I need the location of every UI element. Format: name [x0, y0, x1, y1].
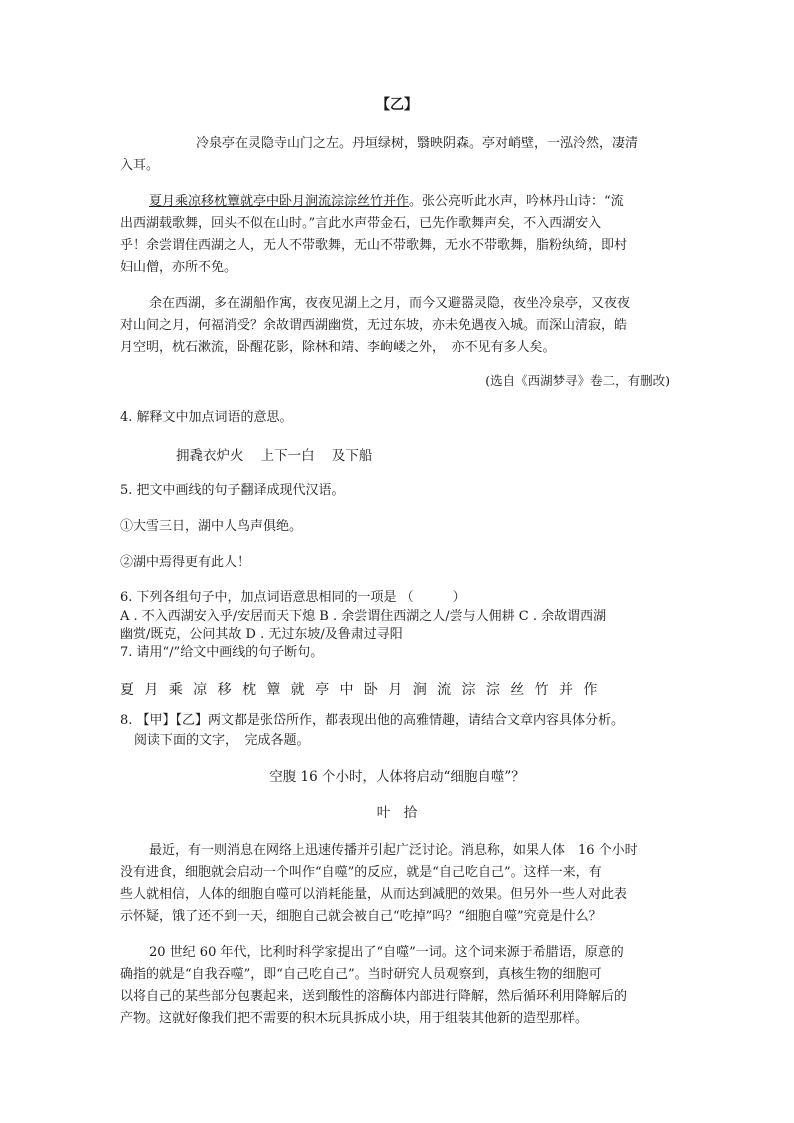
- question-4: 4. 解释文中加点词语的意思。: [120, 410, 293, 425]
- char: 夏: [120, 682, 134, 698]
- question-6-options-line-1: A . 不入西湖安入乎/安居而天下熄 B . 余尝谓住西湖之人/尝与人佣耕 C . 余故谓西湖: [120, 609, 607, 624]
- reading-instruction: 阅读下面的文字， 完成各题。: [134, 733, 310, 748]
- char: 亭: [315, 682, 330, 698]
- article-paragraph-2-line-2: 确指的就是“自我吞噬”，即“自己吃自己”。当时研究人员观察到，真核生物的细胞可: [120, 967, 602, 982]
- paragraph-1-line-1: 冷泉亭在灵隐寺山门之左。丹垣绿树，翳映阴森。亭对峭壁，一泓泠然，凄清: [196, 136, 639, 151]
- paragraph-3-line-1: 余在西湖，多在湖船作寓，夜夜见湖上之月，而今又避嚣灵隐，夜坐冷泉亭，又夜夜: [149, 296, 631, 311]
- char: 中: [339, 682, 354, 698]
- section-heading-yi: 【乙】: [376, 97, 418, 113]
- paragraph-3-line-2: 对山间之月，何福消受？余故谓西湖幽赏，无过东坡，亦未免遇夜入城。而深山清寂，皓: [120, 318, 628, 333]
- article-paragraph-2-line-3: 以将自己的某些部分包裹起来，送到酸性的溶酶体内部进行降解，然后循环利用降解后的: [120, 989, 628, 1004]
- article-paragraph-1-line-2: 没有进食，细胞就会启动一个叫作“自噬”的反应，就是“自己吃自己”。这样一来，有: [120, 865, 602, 880]
- article-paragraph-2-line-1: 20 世纪 60 年代，比利时科学家提出了“自噬”一词。这个词来源于希腊语，原意的: [149, 945, 624, 960]
- q4-word-2: 上下一白: [260, 448, 315, 464]
- char: 就: [290, 682, 305, 698]
- paragraph-3-line-3: 月空明，枕石漱流，卧醒花影，除林和靖、李岣嵝之外， 亦不见有多人矣。: [120, 340, 556, 355]
- paragraph-2-line-1: 夏月乘凉移枕簟就亭中卧月涧流淙淙丝竹并作。张公亮听此水声，吟林丹山诗：“流: [149, 194, 624, 209]
- article-paragraph-1-line-3: 些人就相信，人体的细胞自噬可以消耗能量，从而达到减肥的效果。但另外一些人对此表: [120, 887, 628, 902]
- char: 月: [388, 682, 403, 698]
- article-author: 叶 拾: [376, 805, 418, 821]
- char: 乘: [168, 682, 183, 698]
- q4-word-3: 及下船: [331, 448, 373, 464]
- char: 并: [559, 682, 574, 698]
- char: 移: [217, 682, 232, 698]
- article-paragraph-2-line-4: 产物。这就好像我们把不需要的积木玩具拆成小块，用于组装其他新的造型那样。: [120, 1011, 589, 1026]
- article-paragraph-1-line-4: 示怀疑，饿了还不到一天，细胞自己就会被自己“吃掉”吗？“细胞自噬”究竟是什么？: [120, 909, 602, 924]
- char: 竹: [534, 682, 549, 698]
- question-6-options-line-2: 幽赏/既克，公问其故 D . 无过东坡/及鲁肃过寻阳: [120, 627, 403, 642]
- char: 丝: [510, 682, 525, 698]
- char: 作: [583, 682, 598, 698]
- article-title: 空腹 16 个小时，人体将启动“细胞自噬”？: [269, 769, 525, 785]
- char: 枕: [241, 682, 256, 698]
- underlined-sentence: 夏月乘凉移枕簟就亭中卧月涧流淙淙丝竹并作: [149, 194, 410, 209]
- question-8: 8. 【甲】【乙】两文都是张岱所作，都表现出他的高雅情趣，请结合文章内容具体分析。: [120, 713, 625, 728]
- question-6: 6. 下列各组句子中，加点词语意思相同的一项是 （ ）: [120, 590, 466, 605]
- question-5-item-2: ②湖中焉得更有此人！: [120, 555, 251, 570]
- char: 淙: [485, 682, 500, 698]
- question-7-character-row: [120, 682, 608, 698]
- char: 月: [144, 682, 159, 698]
- paragraph-2-line-4: 妇山僧，亦所不免。: [120, 260, 238, 275]
- source-citation: (选自《西湖梦寻》卷二，有删改): [485, 373, 670, 388]
- paragraph-2-line-3: 乎！余尝谓住西湖之人，无人不带歌舞，无山不带歌舞，无水不带歌舞，脂粉纨绮，即村: [120, 238, 628, 253]
- question-5-item-1: ①大雪三日，湖中人鸟声俱绝。: [120, 519, 303, 534]
- char: 凉: [193, 682, 208, 698]
- char: 簟: [266, 682, 281, 698]
- article-paragraph-1-line-1: 最近，有一则消息在网络上迅速传播并引起广泛讨论。消息称，如果人体 16 个小时: [149, 843, 638, 858]
- char: 流: [437, 682, 452, 698]
- char: 涧: [412, 682, 427, 698]
- char: 卧: [363, 682, 378, 698]
- char: 淙: [461, 682, 476, 698]
- paragraph-2-line-2: 出西湖载歌舞，回头不似在山时。”言此水声带金石，已先作歌舞声矣，不入西湖安入: [120, 216, 602, 231]
- question-5: 5. 把文中画线的句子翻译成现代汉语。: [120, 483, 345, 498]
- q4-word-1: 拥毳衣炉火: [176, 448, 244, 464]
- question-4-words: [176, 448, 372, 464]
- question-7: 7. 请用“/”给文中画线的句子断句。: [120, 645, 324, 660]
- paragraph-1-line-2: 入耳。: [120, 158, 160, 173]
